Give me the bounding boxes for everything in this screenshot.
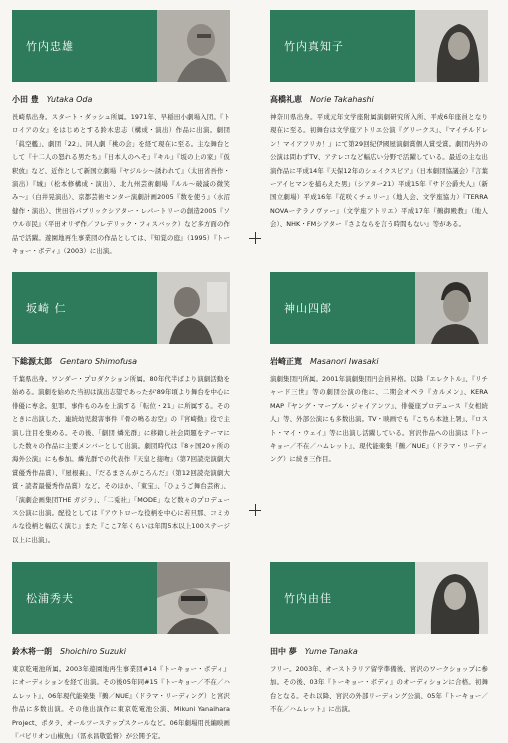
role-tag: 竹内由佳 (270, 562, 415, 634)
actor-name: 高橋礼恵 Norie Takahashi (270, 95, 374, 104)
role-tag: 竹内忠雄 (12, 10, 157, 82)
actor-name: 鈴木将一朗 Shoichiro Suzuki (12, 647, 126, 656)
actor-name: 小田 豊 Yutaka Oda (12, 95, 93, 104)
role-tag: 松浦秀夫 (12, 562, 157, 634)
actor-photo (157, 272, 230, 344)
actor-bio: フリー。2003年、オーストラリア留学準備後、宮沢のワークショップに参加。その後、03年『トーキョー・ボディ』のオーディションに合格。初舞台となる。それ以降、宮沢の外部リーディング公演、05年『トーキョー／不在／ハムレット』に出演。 (270, 665, 488, 714)
actor-photo (415, 562, 488, 634)
actor-card (12, 10, 230, 258)
actor-bio: 長崎県出身。スタート・ダッシュ所属。1971年、早稲田小劇場入団。『トロイアの女』をはじめとする鈴木忠志（構成・演出）作品に出演。劇団「眞空艦」、劇団「22」、同人劇「桃の会」を経て現在に至る。主な舞台として『十二人の怒れる男たち』『日本人のへそ』『キル』『坂の上の家』『仮釈放』など、近作として新国立劇場『ヤジルシ〜誘われて』（太田省吾作・演出）『城』（松本修構成・演出）、北九州芸術劇場『ルル〜破滅の微笑み〜』（白井晃演出）、京都芸術センター演劇計画2005『数を使う』（水沼健作・演出）、世田谷パブリックシアター・レパートリーの創造2005『ソウル市民』（平田オリザ作／フレデリック・フィスバック）など多方面の作品で活躍。遊園地再生事業団の作品としては、『知覚の庭』（1995）『トーキョー・ボディ』（2003）に出演。 (12, 113, 230, 256)
actor-photo (415, 272, 488, 344)
role-tag: 竹内真知子 (270, 10, 415, 82)
role-tag: 神山四郎 (270, 272, 415, 344)
registration-mark (249, 504, 261, 516)
actor-card (12, 562, 230, 743)
actor-photo (157, 562, 230, 634)
actor-card (270, 10, 488, 232)
actor-card (12, 272, 230, 547)
actor-photo (415, 10, 488, 82)
actor-name: 岩崎正寛 Masanori Iwasaki (270, 357, 379, 366)
actor-bio: 東京乾電池所属。2003年遊園地再生事業団#14『トーキョー・ボディ』にオーディションを経て出演。その後05年同#15『トーキョー／不在／ハムレット』、06年現代能楽集『鵺／NUE』（ドラマ・リーディング）と宮沢作品に多数出演。その他出演作に東京乾電池公演、Mikuni Yanaihara Project、ポタラ、オールツーステップスクールなど。06年劇場用長編映画『バビリオン山椒魚』（冨永昌敬監督）が公開予定。 (12, 665, 230, 741)
registration-mark (249, 232, 261, 244)
actor-bio: 演劇集団円所属。2001年演劇集団円会員昇格。以降『エレクトル』、『リチャード三世』等の劇団公演の他に、二期会オペラ『カルメン』、KERA MAP『ヤング・マーブル・ジャイアンツ』、俳優座プロデュース『女相続人』等、外部公演にも多数出演。TV・映画でも『こちら本池上署』、『ロスト・マイ・ウェイ』等に出演し活躍している。宮沢作品への出演は『トーキョー／不在／ハムレット』、現代能楽集『鵺／NUE』（ドラマ・リーディング）に続き三作目。 (270, 375, 488, 464)
role-tag: 坂崎 仁 (12, 272, 157, 344)
actor-card (270, 272, 488, 467)
actor-name: 田中 夢 Yume Tanaka (270, 647, 358, 656)
actor-bio: 神奈川県出身。平成元年文学座附属演劇研究所入所、平成6年座員となり現在に至る。初舞台は文学座アトリエ公演『グリークス』、『マイチルドレン！マイアフリカ！』にて第29回紀伊國屋演劇賞個人賞受賞。劇団内外の公演は問わずTV、アテレコなど幅広い分野で活躍している。最近の主な出演作品に平成14年『天保12年のシェイクスピア』（日本劇団協議会）『言葉ーアイヒマンを捕らえた男』（シアター21）平成15年『サド公爵夫人』（新国立劇場）平成16年『花咲くチェリー』（地人会、文学座協力）『TERRA NOVAーテラノヴァー』（文学座アトリエ）平成17年『鵺御殿教』（地人会）、NHK・FMシアター『さよならを言う時間もない』等がある。 (270, 113, 488, 229)
actor-bio: 千葉県出身。ワンダー・プロダクション所属。80年代半ばより演劇活動を始める。演劇を始めた当初は演出志望であったが'89年頃より舞台を中心に俳優に専念。犯罪、事件ものみを上演する「転位・21」に所属する。そのときに出演した、連続幼児殺害事件『骨の鳴るお空』の『宮崎勤』役で主演し注目を集める。その後、「劇団 燐光群」に移籍し社会問題をテーマにした数々の作品に主要メンバーとして出演。劇団時代は『8ヶ国20ヶ所の海外公演』にも参加。燐光群での代表作『天皇と接吻』（第7回読売演劇大賞優秀作品賞）、『屋根裏』、『だるまさんがころんだ』（第12回読売演劇大賞・読者最優秀作品賞）など。そのほか、「東宝」、「ひょうご舞台芸術」、「演劇企画集団THE ガジラ」、「二兎社」「MODE」など数々のプロデュース公演に出演。配役としては『アウトローな役柄を中心に若旦那、コミカルな役柄と幅広く演じ』また『ここ7年くらいは年間5本以上100ステージ以上に出演』。 (12, 375, 230, 544)
actor-name: 下総源太郎 Gentaro Shimofusa (12, 357, 137, 366)
actor-photo (157, 10, 230, 82)
actor-card (270, 562, 488, 717)
